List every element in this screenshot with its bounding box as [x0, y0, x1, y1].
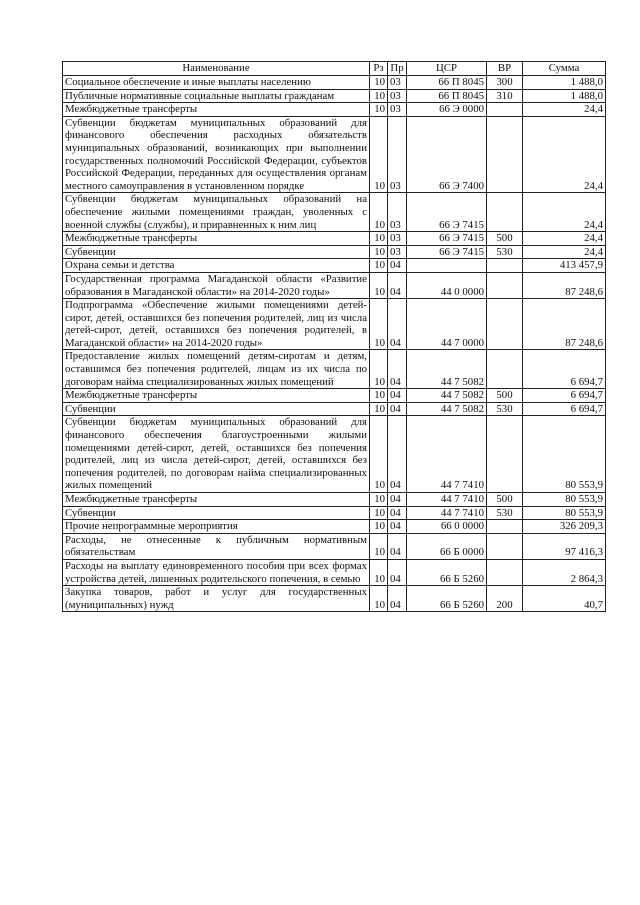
cell-name: Межбюджетные трансферты	[63, 232, 370, 246]
cell-name: Прочие непрограммные мероприятия	[63, 520, 370, 534]
cell-pr: 04	[388, 586, 407, 612]
table-row	[63, 559, 606, 585]
table-row	[63, 245, 606, 259]
cell-csr: 66 Б 0000	[407, 533, 487, 559]
header-rz: Рз	[370, 62, 388, 76]
cell-rz: 10	[370, 193, 388, 232]
cell-pr: 04	[388, 506, 407, 520]
cell-rz: 10	[370, 520, 388, 534]
cell-pr: 04	[388, 272, 407, 298]
cell-name: Субвенции бюджетам муниципальных образований на обеспечение жилыми помещениями граждан, уволенных с военной службы (службы), и приравненных к ним лиц	[63, 193, 370, 232]
cell-vr: 500	[487, 493, 523, 507]
table-row	[63, 402, 606, 416]
cell-vr: 500	[487, 232, 523, 246]
cell-name: Закупка товаров, работ и услуг для государственных (муниципальных) нужд	[63, 586, 370, 612]
table-row	[63, 533, 606, 559]
cell-rz: 10	[370, 416, 388, 493]
cell-pr: 03	[388, 116, 407, 193]
header-sum: Сумма	[523, 62, 606, 76]
cell-sum: 6 694,7	[523, 389, 606, 403]
cell-vr	[487, 416, 523, 493]
cell-vr: 530	[487, 402, 523, 416]
cell-csr: 44 7 5082	[407, 402, 487, 416]
cell-sum: 1 488,0	[523, 89, 606, 103]
table-body	[63, 76, 606, 612]
cell-name: Социальное обеспечение и иные выплаты населению	[63, 76, 370, 90]
cell-rz: 10	[370, 245, 388, 259]
cell-pr: 04	[388, 520, 407, 534]
cell-sum: 40,7	[523, 586, 606, 612]
cell-vr	[487, 116, 523, 193]
cell-vr	[487, 103, 523, 117]
cell-vr: 530	[487, 245, 523, 259]
cell-name: Подпрограмма «Обеспечение жилыми помещениями детей-сирот, детей, оставшихся без попечения родителей, лиц из числа детей-сирот, детей, оставшихся без попечения родителей, в Магаданской области» на 2014-2020 годы»	[63, 299, 370, 350]
cell-pr: 04	[388, 559, 407, 585]
cell-sum: 6 694,7	[523, 350, 606, 389]
cell-rz: 10	[370, 76, 388, 90]
cell-rz: 10	[370, 402, 388, 416]
table-row	[63, 520, 606, 534]
table-row	[63, 493, 606, 507]
cell-sum: 87 248,6	[523, 272, 606, 298]
table-row	[63, 76, 606, 90]
cell-name: Публичные нормативные социальные выплаты гражданам	[63, 89, 370, 103]
cell-pr: 03	[388, 232, 407, 246]
table-row	[63, 416, 606, 493]
cell-csr: 66 Э 7415	[407, 193, 487, 232]
cell-rz: 10	[370, 89, 388, 103]
table-row	[63, 272, 606, 298]
cell-rz: 10	[370, 506, 388, 520]
budget-table	[62, 61, 606, 612]
table-row	[63, 89, 606, 103]
table-row	[63, 259, 606, 273]
cell-vr	[487, 193, 523, 232]
cell-pr: 04	[388, 350, 407, 389]
cell-sum: 1 488,0	[523, 76, 606, 90]
header-csr: ЦСР	[407, 62, 487, 76]
cell-csr: 44 7 5082	[407, 350, 487, 389]
cell-sum: 80 553,9	[523, 416, 606, 493]
cell-pr: 04	[388, 299, 407, 350]
cell-vr: 500	[487, 389, 523, 403]
cell-pr: 04	[388, 533, 407, 559]
cell-sum: 87 248,6	[523, 299, 606, 350]
cell-name: Субвенции бюджетам муниципальных образований для финансового обеспечения благоустроенными жилыми помещениями детей-сирот, детей, оставшихся без попечения родителей, лиц из числа детей-сирот, детей, оставшихся без попечения родителей, по договорам найма специализированных жилых помещений	[63, 416, 370, 493]
cell-sum: 326 209,3	[523, 520, 606, 534]
cell-sum: 24,4	[523, 232, 606, 246]
cell-name: Расходы на выплату единовременного пособия при всех формах устройства детей, лишенных родительского попечения, в семью	[63, 559, 370, 585]
cell-csr: 66 0 0000	[407, 520, 487, 534]
cell-rz: 10	[370, 299, 388, 350]
cell-pr: 03	[388, 103, 407, 117]
cell-sum: 80 553,9	[523, 493, 606, 507]
cell-csr: 44 7 0000	[407, 299, 487, 350]
cell-pr: 03	[388, 76, 407, 90]
cell-csr: 66 Э 7415	[407, 232, 487, 246]
cell-csr: 44 7 5082	[407, 389, 487, 403]
cell-vr: 530	[487, 506, 523, 520]
cell-vr	[487, 259, 523, 273]
cell-rz: 10	[370, 259, 388, 273]
cell-csr: 66 Б 5260	[407, 559, 487, 585]
cell-pr: 04	[388, 416, 407, 493]
cell-name: Расходы, не отнесенные к публичным нормативным обязательствам	[63, 533, 370, 559]
cell-pr: 03	[388, 89, 407, 103]
header-name: Наименование	[63, 62, 370, 76]
table-row	[63, 193, 606, 232]
cell-csr: 66 Э 7415	[407, 245, 487, 259]
cell-rz: 10	[370, 272, 388, 298]
cell-sum: 24,4	[523, 103, 606, 117]
cell-pr: 03	[388, 193, 407, 232]
table-row	[63, 232, 606, 246]
cell-name: Субвенции	[63, 245, 370, 259]
cell-rz: 10	[370, 103, 388, 117]
cell-csr: 44 7 7410	[407, 506, 487, 520]
cell-vr	[487, 520, 523, 534]
cell-sum: 413 457,9	[523, 259, 606, 273]
table-row	[63, 299, 606, 350]
cell-rz: 10	[370, 116, 388, 193]
table-row	[63, 506, 606, 520]
cell-csr: 66 П 8045	[407, 76, 487, 90]
cell-csr	[407, 259, 487, 273]
cell-sum: 2 864,3	[523, 559, 606, 585]
cell-name: Межбюджетные трансферты	[63, 103, 370, 117]
cell-vr	[487, 559, 523, 585]
cell-rz: 10	[370, 350, 388, 389]
cell-csr: 44 7 7410	[407, 493, 487, 507]
cell-pr: 04	[388, 402, 407, 416]
cell-sum: 97 416,3	[523, 533, 606, 559]
cell-csr: 44 0 0000	[407, 272, 487, 298]
cell-sum: 6 694,7	[523, 402, 606, 416]
cell-vr	[487, 533, 523, 559]
cell-csr: 66 Э 0000	[407, 103, 487, 117]
cell-name: Субвенции	[63, 402, 370, 416]
cell-csr: 66 П 8045	[407, 89, 487, 103]
table-row	[63, 586, 606, 612]
cell-vr: 200	[487, 586, 523, 612]
cell-name: Охрана семьи и детства	[63, 259, 370, 273]
cell-rz: 10	[370, 389, 388, 403]
cell-vr	[487, 272, 523, 298]
cell-pr: 04	[388, 259, 407, 273]
cell-rz: 10	[370, 232, 388, 246]
cell-name: Субвенции бюджетам муниципальных образований для финансового обеспечения расходных обязательств муниципальных образований, возникающих при выполнении государственных полномочий Российской Федерации, субъектов Российской Федерации, переданных для осуществления органам местного самоуправления в установленном порядке	[63, 116, 370, 193]
cell-name: Государственная программа Магаданской области «Развитие образования в Магаданской области» на 2014-2020 годы»	[63, 272, 370, 298]
table-row	[63, 350, 606, 389]
cell-csr: 66 Б 5260	[407, 586, 487, 612]
cell-name: Предоставление жилых помещений детям-сиротам и детям, оставшимся без попечения родителей, лицам из их числа по договорам найма специализированных жилых помещений	[63, 350, 370, 389]
cell-rz: 10	[370, 559, 388, 585]
header-pr: Пр	[388, 62, 407, 76]
cell-pr: 04	[388, 493, 407, 507]
cell-rz: 10	[370, 493, 388, 507]
cell-sum: 80 553,9	[523, 506, 606, 520]
cell-sum: 24,4	[523, 193, 606, 232]
cell-pr: 03	[388, 245, 407, 259]
cell-vr: 300	[487, 76, 523, 90]
table-row	[63, 103, 606, 117]
cell-vr: 310	[487, 89, 523, 103]
cell-rz: 10	[370, 533, 388, 559]
cell-vr	[487, 350, 523, 389]
cell-csr: 66 Э 7400	[407, 116, 487, 193]
cell-rz: 10	[370, 586, 388, 612]
cell-csr: 44 7 7410	[407, 416, 487, 493]
cell-name: Межбюджетные трансферты	[63, 493, 370, 507]
header-vr: ВР	[487, 62, 523, 76]
header-row	[63, 62, 606, 76]
cell-pr: 04	[388, 389, 407, 403]
cell-name: Субвенции	[63, 506, 370, 520]
cell-name: Межбюджетные трансферты	[63, 389, 370, 403]
table-row	[63, 116, 606, 193]
cell-vr	[487, 299, 523, 350]
cell-sum: 24,4	[523, 116, 606, 193]
table-row	[63, 389, 606, 403]
cell-sum: 24,4	[523, 245, 606, 259]
